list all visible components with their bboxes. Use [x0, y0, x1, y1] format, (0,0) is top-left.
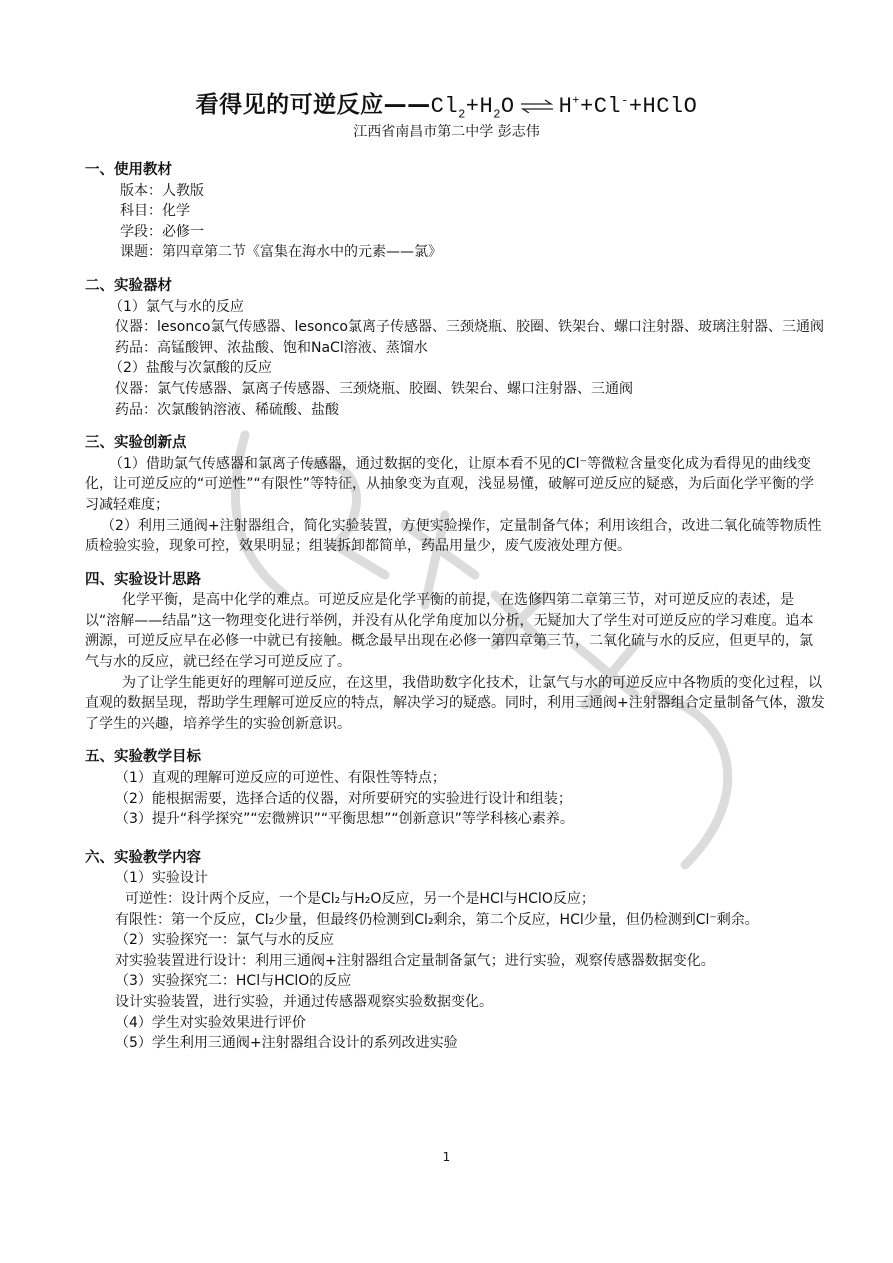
subheading: （2）盐酸与次氯酸的反应: [109, 360, 272, 377]
section-heading: 六、实验教学内容: [85, 849, 201, 866]
list-item: （3）实验探究二：HCl与HClO的反应: [115, 973, 352, 990]
section-heading: 三、实验创新点: [85, 435, 187, 452]
paragraph: 化学平衡，是高中化学的难点。可逆反应是化学平衡的前提，在选修四第二章第三节，对可逆反应的表述，是以“溶解——结晶”这一物理变化进行举例，并没有从化学角度加以分析，无疑加大了学生对可逆反应的学习难度。追本溯源，可逆反应早在必修一中就已有接触。概念最早出现在必修一第四章第三节，二氧化硫与水的反应，但更早的，氯气与水的反应，就已经在学习可逆反应了。: [85, 592, 814, 671]
document-body: [85, 160, 825, 1067]
section-design-idea: [85, 570, 825, 735]
section-materials: [85, 160, 825, 263]
author-line: 江西省南昌市第二中学 彭志伟: [353, 124, 540, 140]
list-item: （1）直观的理解可逆反应的可逆性、有限性等特点；: [115, 770, 446, 787]
section-equipment: [85, 276, 825, 420]
text-line: 设计实验装置，进行实验，并通过传感器观察实验数据变化。: [115, 993, 493, 1010]
paragraph: 仪器：lesonco氯气传感器、lesonco氯离子传感器、三颈烧瓶、胶圈、铁架台、螺口注射器、玻璃注射器、三通阀: [115, 319, 824, 336]
section-objectives: [85, 747, 825, 829]
text-line: 药品：高锰酸钾、浓盐酸、饱和NaCl溶液、蒸馏水: [115, 339, 428, 356]
paragraph: （1）借助氯气传感器和氯离子传感器，通过数据的变化，让原本看不见的Cl⁻等微粒含量变化成为看得见的曲线变化，让可逆反应的“可逆性”“有限性”等特征，从抽象变为直观，浅显易懂，破解可逆反应的疑惑，为后面化学平衡的学习减轻难度；: [85, 455, 815, 513]
text-line: 对实验装置进行设计：利用三通阀+注射器组合定量制备氯气；进行实验，观察传感器数据变化。: [115, 952, 715, 969]
paragraph: 为了让学生能更好的理解可逆反应，在这里，我借助数字化技术，让氯气与水的可逆反应中各物质的变化过程，以直观的数据呈现，帮助学生理解可逆反应的特点，解决学习的疑惑。同时，利用三通阀+注射器组合定量制备气体，激发了学生的兴趣，培养学生的实验创新意识。: [85, 674, 825, 732]
section-content: [85, 848, 825, 1054]
section-heading: 一、使用教材: [85, 162, 172, 178]
section-innovation: [85, 433, 825, 557]
list-item: （5）学生利用三通阀+注射器组合设计的系列改进实验: [115, 1035, 458, 1052]
list-item: （2）实验探究一：氯气与水的反应: [115, 932, 334, 949]
list-item: （1）实验设计: [115, 870, 208, 887]
section-heading: 二、实验器材: [85, 277, 172, 294]
text-line: 课题：第四章第二节《富集在海水中的元素——氯》: [120, 244, 442, 261]
text-line: 药品：次氯酸钠溶液、稀硫酸、盐酸: [115, 401, 339, 418]
section-heading: 四、实验设计思路: [85, 571, 201, 588]
list-item: （4）学生对实验效果进行评价: [115, 1014, 306, 1031]
page-number: 1: [442, 1150, 451, 1164]
document-title: [0, 86, 893, 121]
list-item: （3）提升“科学探究”“宏微辨识”“平衡思想”“创新意识”等学科核心素养。: [115, 811, 574, 828]
text-line: 版本：人教版: [120, 182, 204, 199]
list-item: （2）能根据需要，选择合适的仪器，对所要研究的实验进行设计和组装；: [115, 790, 572, 807]
text-line: 学段：必修一: [120, 223, 204, 240]
paragraph: 有限性：第一个反应，Cl₂少量，但最终仍检测到Cl₂剩余，第二个反应，HCl少量，但仍检测到Cl⁻剩余。: [115, 911, 759, 928]
text-line: 科目：化学: [120, 203, 190, 220]
subheading: （1）氯气与水的反应: [109, 298, 244, 315]
text-line: 仪器：氯气传感器、氯离子传感器、三颈烧瓶、胶圈、铁架台、螺口注射器、三通阀: [115, 380, 633, 397]
section-heading: 五、实验教学目标: [85, 749, 201, 766]
text-line: 可逆性：设计两个反应，一个是Cl₂与H₂O反应，另一个是HCl与HClO反应；: [125, 891, 595, 907]
chemical-equation: $Cl_2+H_2O$ H++Cl-+HClO: [430, 93, 698, 122]
reversible-arrow-icon: [519, 99, 555, 113]
title-text: 看得见的可逆反应——: [195, 92, 431, 118]
paragraph: （2）利用三通阀+注射器组合，简化实验装置，方便实验操作，定量制备气体；利用该组合，改进二氧化硫等物质性质检验实验，现象可控，效果明显；组装拆卸都简单，药品用量少，废气废液处理方便。: [85, 517, 822, 555]
